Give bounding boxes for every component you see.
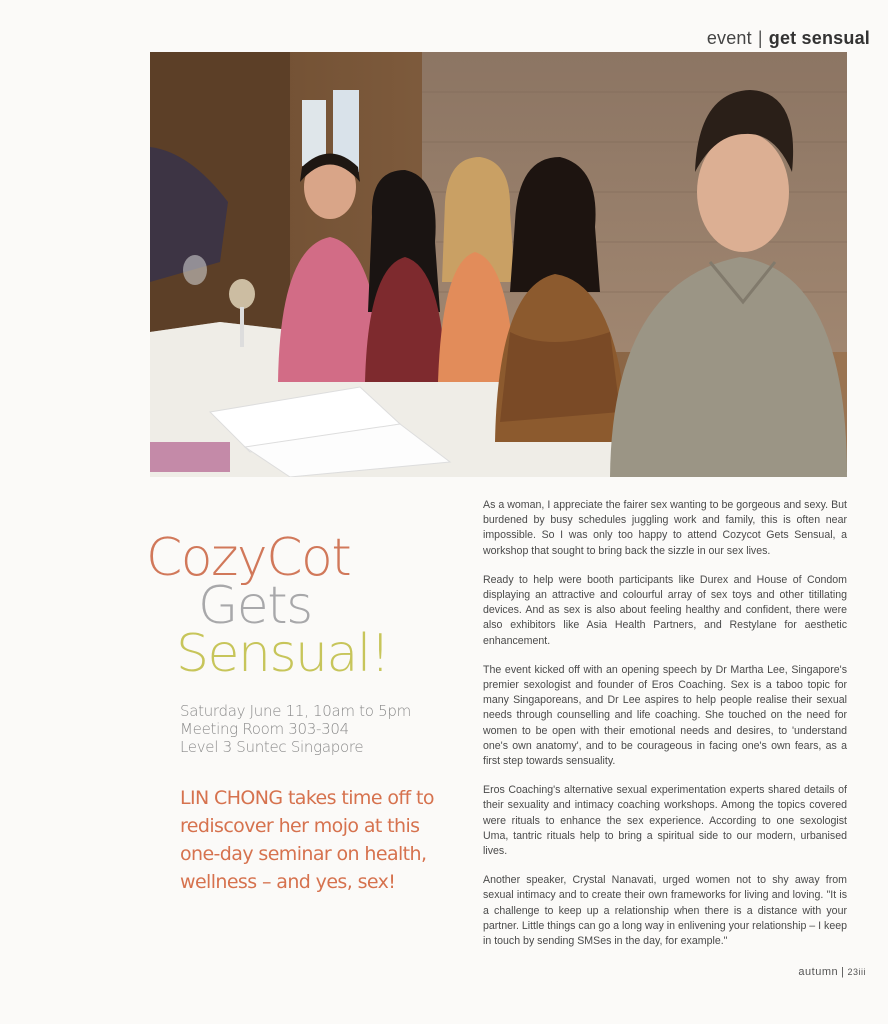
article-body: [483, 498, 847, 963]
section-category: event: [706, 28, 752, 48]
standfirst: [180, 784, 440, 896]
author-name: LIN CHONG: [180, 787, 283, 809]
page-number: 23iii: [847, 967, 866, 977]
section-separator: |: [757, 28, 763, 48]
section-tag: [707, 28, 870, 49]
footer-separator: |: [841, 966, 845, 978]
title-line-2: Gets: [198, 576, 312, 636]
standfirst-text: takes time off to rediscover her mojo at this one-day seminar on health, wellness – and yes, sex!: [180, 787, 434, 893]
article-paragraph: Another speaker, Crystal Nanavati, urged women not to shy away from sexual intimacy and to create their own frameworks for living and loving. "It is a challenge to keep up a relationship when there is a distance with your partner. Little things can go a long way in enlivening your relationship – I keep in touch by sending SMSes in the day, for example.": [483, 874, 847, 948]
page-footer: [798, 966, 866, 978]
event-photo: [150, 52, 847, 477]
title-line-1: CozyCot: [146, 528, 351, 588]
article-paragraph: The event kicked off with an opening speech by Dr Martha Lee, Singapore's premier sexologist and founder of Eros Coaching. Sex is a taboo topic for many Singaporeans, and Dr Lee aspires to help people realise their sexual needs through counselling and life coaching. She touched on the need for women to be open with their emotional needs and desires, to 'understand one's own anatomy', and to be courageous in facing one's own fears, as a first step towards sensuality.: [483, 663, 847, 768]
article-paragraph: Ready to help were booth participants like Durex and House of Condom displaying an attractive and colourful array of sex toys and other titillating devices. And as sex is also about feeling healthy and confident, there were also exhibitors like Asia Health Partners, and Restylane for aesthetic enhancement.: [483, 573, 847, 647]
section-topic: get sensual: [768, 28, 870, 48]
title-line-3: Sensual!: [176, 624, 390, 684]
article-paragraph: As a woman, I appreciate the fairer sex wanting to be gorgeous and sexy. But burdened by busy schedules juggling work and family, this is often near impossible. So I was only too happy to attend Cozycot Gets Sensual, a workshop that sought to bring back the sizzle in our sex lives.: [483, 499, 847, 557]
article-paragraph: Eros Coaching's alternative sexual experimentation experts shared details of their sexuality and intimacy coaching workshops. Among the topics covered were rituals to enhance the sex experience. According to one sexologist Uma, tantric rituals help to bring a spiritual side to our modern, urbanised lives.: [483, 784, 847, 858]
event-info: [180, 702, 440, 756]
event-date: Saturday June 11, 10am to 5pm: [180, 702, 411, 720]
article-title: [146, 528, 446, 684]
footer-season: autumn: [798, 966, 839, 978]
event-room: Meeting Room 303-304: [180, 720, 349, 738]
event-venue: Level 3 Suntec Singapore: [180, 738, 364, 756]
